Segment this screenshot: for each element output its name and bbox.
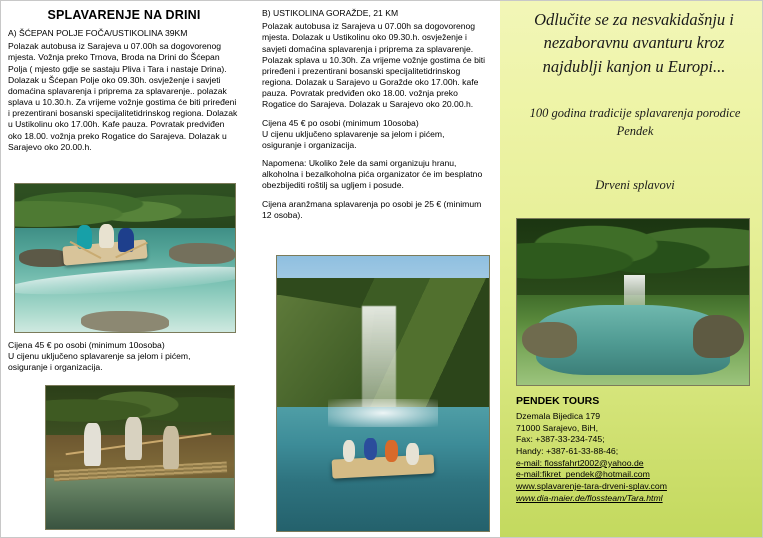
photo-person xyxy=(99,224,114,248)
section-b-paragraph: Polazak autobusa iz Sarajeva u 07.00h sa dogovorenog mjesta. Dolazak u Ustikolinu oko 09.30.h. osvježenje i savjeti domaćina splavarenja i priprema za splavarenje. Polazak splava u 10.30h. Za vrijeme vožnje gostima će biti priređeni i prezentirani bosanski specijalitetidrinskog regiona. Dolazak u Sarajevo u Goražde oko 17.00h. kafe pauza. Povratak predviđen oko 18.00. vožnja preko Rogatice do Sarajeva. Dolazak u Sarajevo oko 20.00.h. xyxy=(262,21,486,110)
price-line: osiguranje i organizacija. xyxy=(8,362,103,373)
section-b-arrangement: Cijena aranžmana splavarenja po osobi je 25 € (minimum 12 osoba). xyxy=(262,198,482,220)
page-title: SPLAVARENJE NA DRINI xyxy=(47,8,201,22)
company-name: PENDEK TOURS xyxy=(516,395,600,407)
company-website-1[interactable]: www.splavarenje-tara-drveni-splav.com xyxy=(516,481,667,491)
price-line: osiguranje i organizacija. xyxy=(262,139,357,150)
photo-person xyxy=(406,443,419,465)
column-a xyxy=(8,8,240,160)
section-b-heading: B) USTIKOLINA GORAŽDE, 21 KM xyxy=(262,8,399,18)
company-fax: Fax: +387-33-234-745; xyxy=(516,434,605,445)
photo-person xyxy=(385,440,398,462)
price-line: U cijenu uključeno splavarenje sa jelom i pićem, xyxy=(8,351,191,362)
company-email-1[interactable]: e-mail: flossfahrt2002@yahoo.de xyxy=(516,457,644,468)
splavovi-label: Drveni splavovi xyxy=(595,178,675,192)
photo-person xyxy=(84,423,101,466)
raft-building-photo xyxy=(45,385,235,530)
price-line: U cijenu uključeno splavarenje sa jelom i pićem, xyxy=(262,128,445,139)
photo-person xyxy=(343,440,356,462)
section-b-note: Napomena: Ukoliko žele da sami organizuju hranu, alkoholna i bezalkoholna pića organizator će im besplatno obezbijediti roštilj sa ugljem i posude. xyxy=(262,158,483,191)
photo-trees xyxy=(15,184,235,234)
photo-rock xyxy=(693,315,744,358)
green-river-pool-photo xyxy=(516,218,750,386)
company-handy: Handy: +387-61-33-88-46; xyxy=(516,446,619,457)
price-line: Cijena 45 € po osobi (minimum 10osoba) xyxy=(8,340,165,350)
company-city: 71000 Sarajevo, BiH, xyxy=(516,422,599,433)
price-line: Cijena 45 € po osobi (minimum 10osoba) xyxy=(262,117,419,128)
section-a-paragraph: Polazak autobusa iz Sarajeva u 07.00h sa dogovorenog mjesta. Vožnja preko Trnova, Broda na Drini do Šćepan Polja ( mjesto gdje se sastaju Pliva i Tara i nastaje Drina). Dolazak u Šćepan Polje oko 09.30h. osvježenje i savjeti domaćina splavarenja i priprema za splavarenje.. polazak splava u 10.30.h. Za vrijeme vožnje gostima će biti priređeni i prezentirani bosanski specijalitetidrinskog regiona. Dolazak u Ustikolinu oko 17.00h. Kafe pauza. Povratak predviđen oko 18.00. vožnja preko Rogatice do Sarajeva. Dolazak u Sarajevo oko 20.00.h. xyxy=(8,41,238,152)
column-a-price-block xyxy=(8,340,240,374)
rafting-river-photo xyxy=(14,183,236,333)
section-a-heading: A) ŠĆEPAN POLJE FOČA/USTIKOLINA 39KM xyxy=(8,28,188,38)
photo-person xyxy=(364,438,377,460)
photo-rock xyxy=(81,311,169,332)
contact-block xyxy=(516,394,760,504)
photo-rock xyxy=(169,243,235,264)
photo-rock xyxy=(522,322,578,359)
photo-person xyxy=(163,426,180,469)
company-email-2[interactable]: e-mail:fikret_pendek@hotmail.com xyxy=(516,469,650,480)
headline-text: Odlučite se za nesvakidašnju i nezaboravnu avanturu kroz najdublji kanjon u Europi... xyxy=(534,10,734,76)
subheadline-text: 100 godina tradicije splavarenja porodice Pendek xyxy=(529,106,741,139)
photo-foam xyxy=(328,399,438,427)
canyon-waterfall-raft-photo xyxy=(276,255,490,532)
photo-person xyxy=(125,417,142,460)
company-address: Dzemala Bijedica 179 xyxy=(516,411,601,422)
company-website-2[interactable]: www.dia-maier.de/flossteam/Tara.html xyxy=(516,492,663,503)
photo-water xyxy=(46,478,234,529)
column-b xyxy=(262,8,490,228)
